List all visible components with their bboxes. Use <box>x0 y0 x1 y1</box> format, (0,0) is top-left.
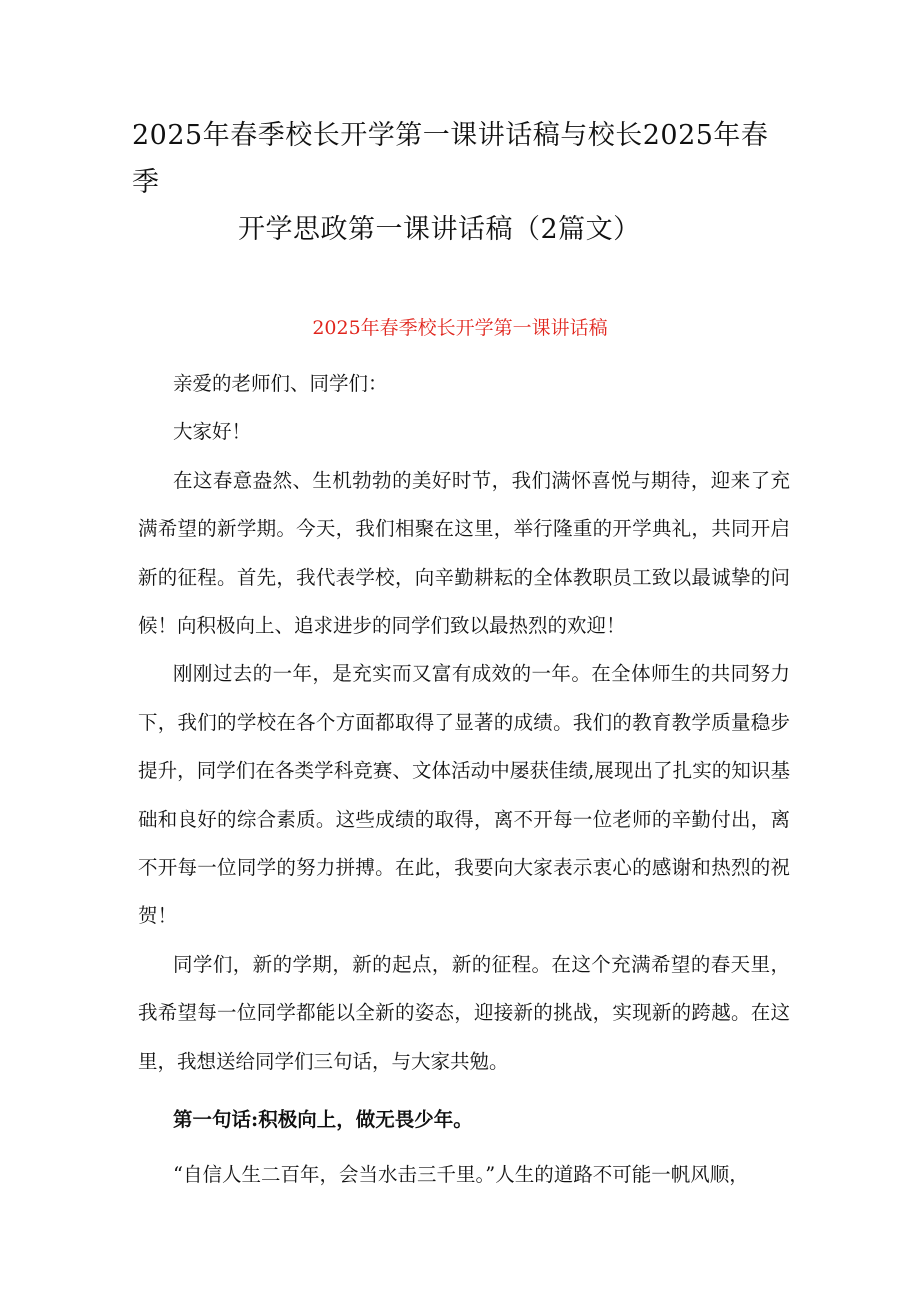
document-title-line2: 开学思政第一课讲话稿（2篇文） <box>238 214 641 245</box>
salutation-paragraph: 亲爱的老师们、同学们： <box>173 372 388 395</box>
document-title-line1: 2025年春季校长开学第一课讲话稿与校长2025年春季 <box>132 120 769 198</box>
body-paragraph: “自信人生二百年，会当水击三千里。”人生的道路不可能一帆风顺， <box>173 1162 749 1186</box>
section-title: 2025年春季校长开学第一课讲话稿 <box>312 317 608 339</box>
body-paragraph: 在这春意盎然、生机勃勃的美好时节，我们满怀喜悦与期待，迎来了充满希望的新学期。今天，我们相聚在这里，举行隆重的开学典礼，共同开启新的征程。首先，我代表学校，向辛勤耕耘的全体教职员工致以最诚挚的问候！向积极向上、追求进步的同学们致以最热烈的欢迎！ <box>138 468 790 638</box>
body-paragraph: 同学们，新的学期，新的起点，新的征程。在这个充满希望的春天里，我希望每一位同学都能以全新的姿态，迎接新的挑战，实现新的跨越。在这里，我想送给同学们三句话，与大家共勉。 <box>138 952 790 1073</box>
greeting-paragraph: 大家好！ <box>173 420 252 444</box>
document-title <box>132 112 792 253</box>
body-paragraph: 刚刚过去的一年，是充实而又富有成效的一年。在全体师生的共同努力下，我们的学校在各个方面都取得了显著的成绩。我们的教育教学质量稳步提升，同学们在各类学科竞赛、文体活动中屡获佳绩,展现出了扎实的知识基础和良好的综合素质。这些成绩的取得，离不开每一位老师的辛勤付出，离不开每一位同学的努力拼搏。在此，我要向大家表示衷心的感谢和热烈的祝贺！ <box>138 662 790 928</box>
document-body <box>138 360 790 1199</box>
bold-heading-paragraph: 第一句话:积极向上，做无畏少年。 <box>173 1108 473 1132</box>
